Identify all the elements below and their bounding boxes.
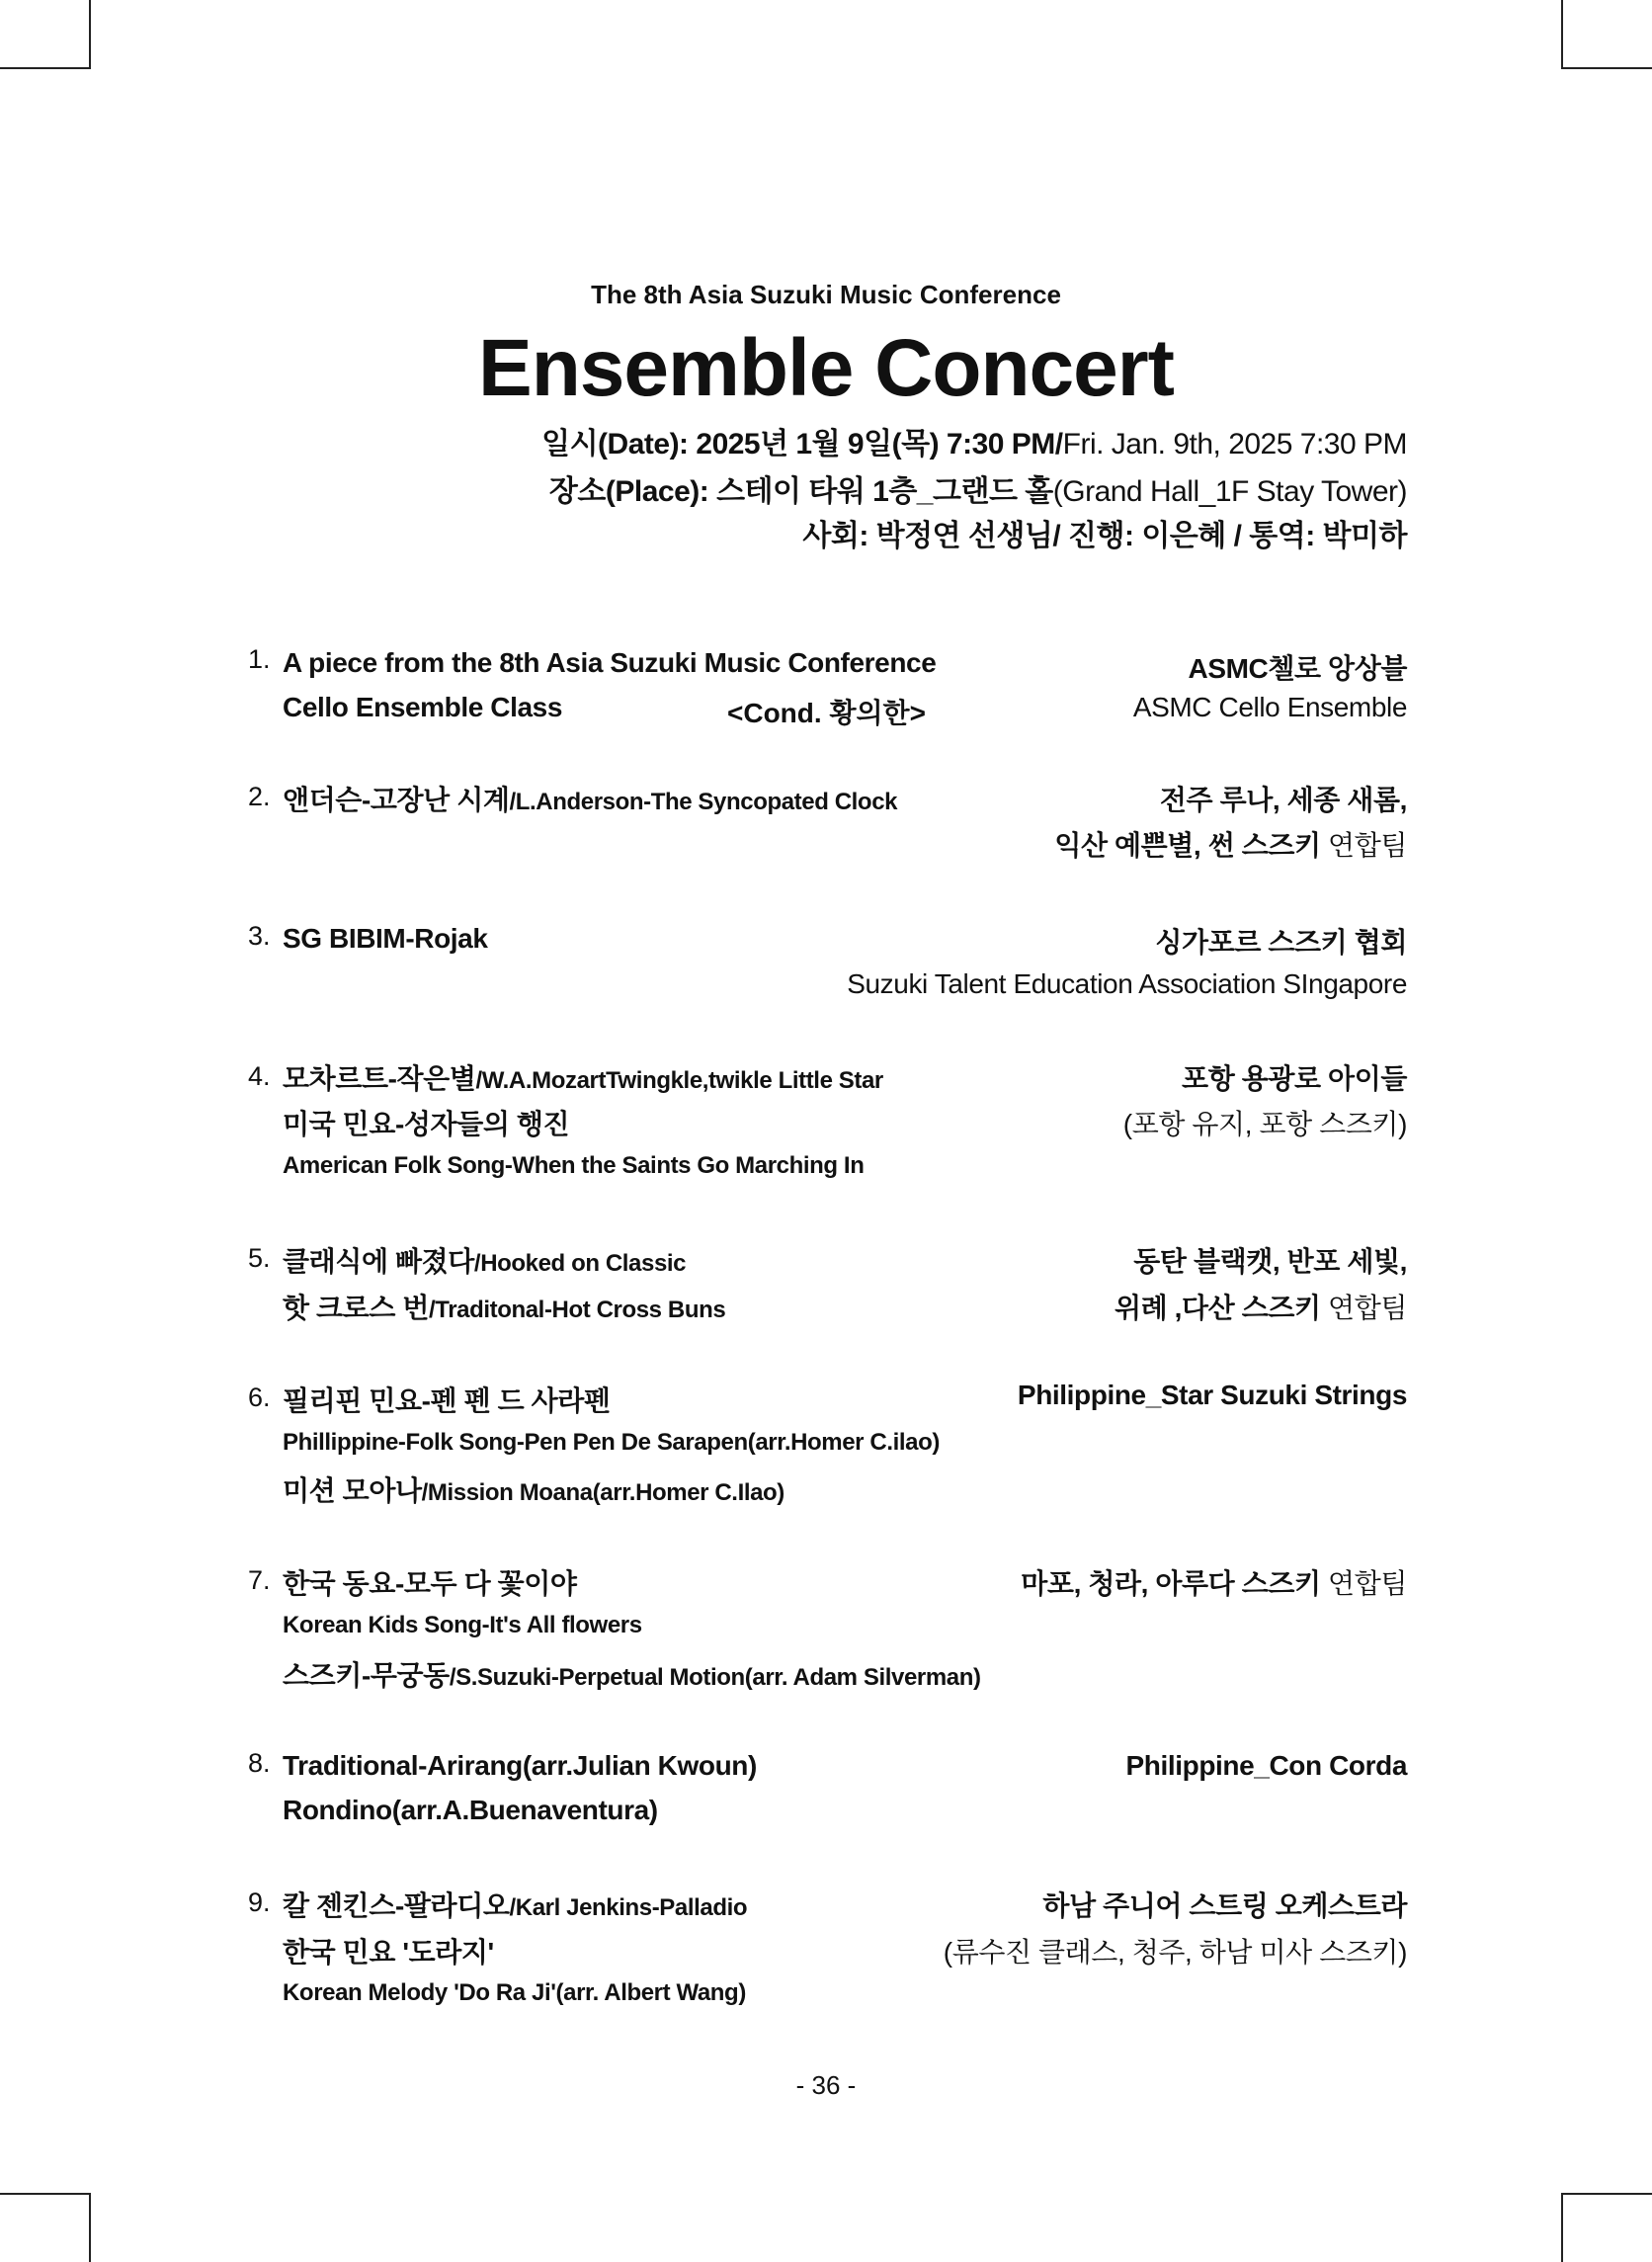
item-performer: 하남 주니어 스트링 오케스트라: [1042, 1890, 1407, 1921]
crop-mark: [0, 67, 91, 69]
item-title: 핫 크로스 번/Traditonal-Hot Cross Buns: [283, 1293, 726, 1323]
item-performer: ASMC Cello Ensemble: [1132, 692, 1407, 722]
item-number: 2.: [248, 782, 271, 811]
item-title: 스즈키-무궁동/S.Suzuki-Perpetual Motion(arr. Adam Silverman): [283, 1660, 981, 1691]
item-performer: 동탄 블랙캣, 반포 세빛,: [1133, 1246, 1407, 1277]
item-performer: Philippine_Star Suzuki Strings: [1017, 1380, 1407, 1410]
item-title: SG BIBIM-Rojak: [283, 923, 488, 954]
page-number: - 36 -: [795, 2070, 857, 2100]
item-performer: 익산 예쁜별, 썬 스즈키 연합팀: [1054, 830, 1407, 861]
item-title: Korean Melody 'Do Ra Ji'(arr. Albert Wang): [283, 1979, 746, 2006]
item-performer: Philippine_Con Corda: [1125, 1750, 1407, 1781]
crop-mark: [0, 2193, 91, 2195]
item-number: 7.: [248, 1565, 271, 1595]
item-title: Traditional-Arirang(arr.Julian Kwoun): [283, 1750, 757, 1781]
item-title: 앤더슨-고장난 시계/L.Anderson-The Syncopated Clock: [283, 785, 898, 815]
item-number: 8.: [248, 1748, 271, 1778]
item-title: 모차르트-작은별/W.A.MozartTwingkle,twikle Little Star: [283, 1063, 883, 1094]
item-number: 3.: [248, 921, 271, 951]
date-line: [541, 419, 1407, 462]
item-title: 미션 모아나/Mission Moana(arr.Homer C.Ilao): [283, 1475, 785, 1506]
date-en: Fri. Jan. 9th, 2025 7:30 PM: [1062, 428, 1407, 461]
item-performer: ASMC첼로 앙상블: [1188, 653, 1407, 684]
item-performer: 싱가포르 스즈키 협회: [1155, 927, 1407, 958]
item-title: Korean Kids Song-It's All flowers: [283, 1612, 642, 1638]
conference-name: The 8th Asia Suzuki Music Conference: [591, 280, 1061, 309]
item-number: 9.: [248, 1887, 271, 1917]
item-number: 1.: [248, 644, 271, 674]
item-performer: Suzuki Talent Education Association SIngapore: [847, 968, 1407, 999]
staff-line: [802, 511, 1407, 554]
item-performer: 마포, 청라, 아루다 스즈키 연합팀: [1021, 1568, 1407, 1599]
crop-mark: [1561, 67, 1652, 69]
item-conductor: <Cond. 황의한>: [727, 698, 926, 728]
item-title: American Folk Song-When the Saints Go Marching In: [283, 1152, 865, 1179]
staff-text: 사회: 박정연 선생님/ 진행: 이은혜 / 통역: 박미하: [802, 520, 1407, 552]
item-performer: 전주 루나, 세종 새롬,: [1159, 785, 1407, 815]
item-title: 칼 젠킨스-팔라디오/Karl Jenkins-Palladio: [283, 1890, 748, 1921]
place-en: (Grand Hall_1F Stay Tower): [1052, 475, 1407, 508]
item-number: 6.: [248, 1382, 271, 1412]
place-line: [549, 466, 1407, 510]
crop-mark: [1561, 2193, 1563, 2262]
item-performer: (포항 유지, 포항 스즈키): [1122, 1109, 1407, 1139]
item-performer: (류수진 클래스, 청주, 하남 미사 스즈키): [943, 1937, 1407, 1968]
date-label: 일시(Date): 2025년 1월 9일(목) 7:30 PM/: [541, 428, 1063, 461]
crop-mark: [1561, 0, 1563, 69]
crop-mark: [89, 2193, 91, 2262]
crop-mark: [89, 0, 91, 69]
item-title: 한국 동요-모두 다 꽃이야: [283, 1568, 577, 1599]
place-label: 장소(Place): 스테이 타워 1층_그랜드 홀: [548, 475, 1053, 508]
item-title: A piece from the 8th Asia Suzuki Music Conference: [283, 647, 937, 678]
item-number: 5.: [248, 1243, 271, 1273]
item-title: Cello Ensemble Class: [283, 692, 563, 722]
item-number: 4.: [248, 1061, 271, 1091]
page-title: Ensemble Concert: [478, 323, 1174, 413]
crop-mark: [1561, 2193, 1652, 2195]
item-title: Rondino(arr.A.Buenaventura): [283, 1795, 658, 1825]
item-title: 클래식에 빠졌다/Hooked on Classic: [283, 1246, 687, 1277]
item-title: Phillippine-Folk Song-Pen Pen De Sarapen(arr.Homer C.ilao): [283, 1429, 940, 1456]
item-performer: 포항 용광로 아이들: [1182, 1063, 1407, 1094]
item-performer: 위례 ,다산 스즈키 연합팀: [1114, 1293, 1407, 1323]
item-title: 미국 민요-성자들의 행진: [283, 1109, 570, 1139]
item-title: 한국 민요 '도라지': [283, 1937, 494, 1968]
item-title: 필리핀 민요-펜 펜 드 사라펜: [283, 1385, 611, 1416]
